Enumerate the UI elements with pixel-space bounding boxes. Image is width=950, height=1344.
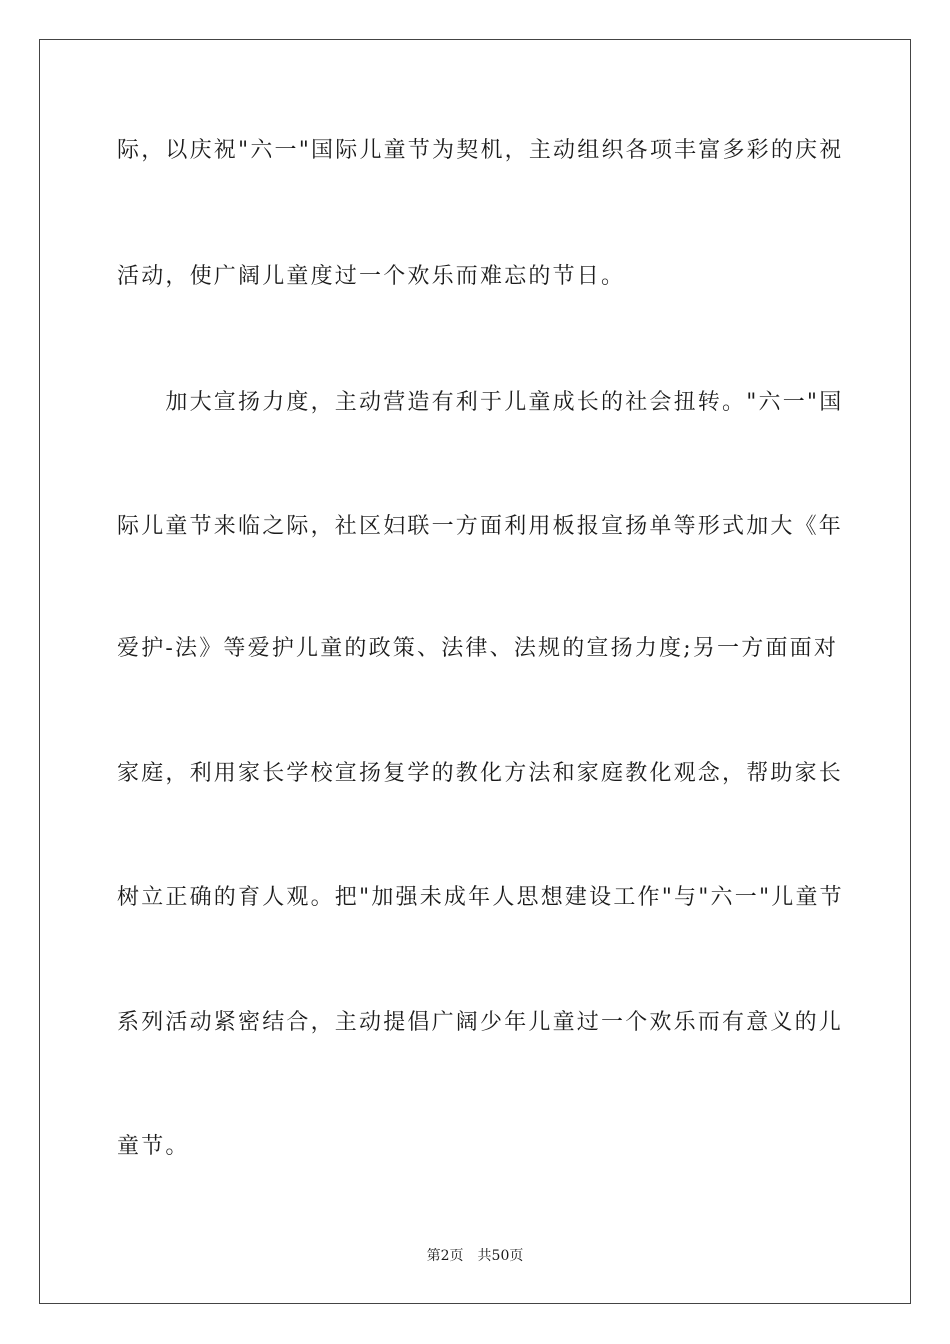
- body-text-line-4: 际儿童节来临之际，社区妇联一方面利用板报宣扬单等形式加大《年: [117, 514, 844, 539]
- page-number-total: 共50页: [477, 1248, 524, 1264]
- body-text-line-8: 系列活动紧密结合，主动提倡广阔少年儿童过一个欢乐而有意义的儿: [117, 1010, 844, 1035]
- body-text-line-5: 爱护-法》等爱护儿童的政策、法律、法规的宣扬力度;另一方面面对: [117, 636, 839, 661]
- body-text-line-9: 童节。: [117, 1134, 190, 1159]
- page-footer: [0, 1246, 950, 1266]
- body-text-line-2: 活动，使广阔儿童度过一个欢乐而难忘的节日。: [117, 264, 626, 289]
- body-text-line-3: 加大宣扬力度，主动营造有利于儿童成长的社会扭转。"六一"国: [117, 390, 844, 415]
- body-text-line-6: 家庭，利用家长学校宣扬复学的教化方法和家庭教化观念，帮助家长: [117, 761, 844, 786]
- body-text-line-7: 树立正确的育人观。把"加强未成年人思想建设工作"与"六一"儿童节: [117, 885, 844, 910]
- body-text-line-1: 际，以庆祝"六一"国际儿童节为契机，主动组织各项丰富多彩的庆祝: [117, 138, 844, 163]
- page-number-current: 第2页: [426, 1248, 464, 1264]
- page-border: [39, 39, 911, 1304]
